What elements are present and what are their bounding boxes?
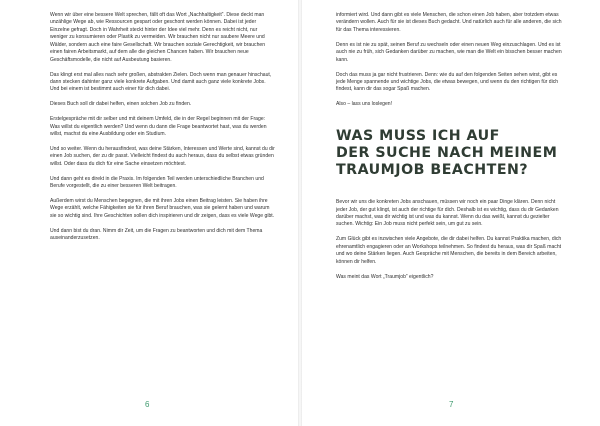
paragraph: Erstelgespräche mit dir selber und mit deinem Umfeld, die in der Regel beginnen mit der Frage: Was willst du eigentlich werden? Und wenn du dann die Frage beantwortet hast, was du werden willst, machst du eine Ausbildung oder ein Studium. [50,116,267,138]
section-heading [336,128,568,179]
right-page-body [336,12,568,288]
spacer [336,189,568,199]
paragraph: Das klingt erst mal alles nach sehr großen, abstrakten Zielen. Doch wenn man genauer hinschaut, dann stecken dahinter ganz viele konkrete Aufgaben. Und damit auch ganz viele konkrete Jobs. Und bei einem ist bestimmt auch einer für dich dabei. [50,71,272,93]
paragraph: Was meint das Wort „Traumjob“ eigentlich? [336,273,434,280]
page-number: 7 [449,400,454,409]
paragraph: Und so weiter. Wenn du herausfindest, was deine Stärken, Interessen und Werte sind, kannst du dir einen Job suchen, der zu dir passt. Vielleicht findest du auch heraus, dass du selbst etwas gründen willst. Oder dass du dich für eine Sache einsetzen möchtest. [50,145,275,167]
spacer [336,116,568,128]
paragraph: Außerdem wirst du Menschen begegnen, die mit ihren Jobs einen Beitrag leisten. Sie haben ihre Wege erzählt, welche Fähigkeiten sie für ihren Beruf brauchen, was sie gelernt haben und warum sie so wichtig sind. Ihre Geschichten sollen dich inspirieren und dir zeigen, dass es viele Wege gibt. [50,197,275,219]
paragraph: informiert wird. Und dann gibt es viele Menschen, die schon einen Job haben, aber trotzdem etwas verändern wollen. Auch für sie ist dieses Buch gedacht. Und natürlich auch für alle anderen, die sich für das Thema interessieren. [336,12,562,33]
paragraph: Bevor wir uns die konkreten Jobs anschauen, müssen wir noch ein paar Dinge klären. Denn nicht jeder Job, der gut klingt, ist auch der richtige für dich. Deshalb ist es wichtig, dass du dir Gedanken darüber machst, was dir wichtig ist und was du kannst. Wenn du das weißt, kannst du gezielter suchen. Wichtig: Ein Job muss nicht perfekt sein, um gut zu sein. [336,199,559,228]
heading-line: TRAUMJOB BEACHTEN? [336,162,529,179]
paragraph: Und dann bist du dran. Nimm dir Zeit, um die Fragen zu beantworten und dich mit dem Thema auseinanderzusetzen. [50,227,263,242]
heading-line: WAS MUSS ICH AUF [336,128,500,145]
left-page [0,0,298,426]
page-number: 6 [145,400,150,409]
paragraph: Denn es ist nie zu spät, seinen Beruf zu wechseln oder einen neuen Weg einzuschlagen. Und es ist auch nie zu früh, sich Gedanken darüber zu machen, wie man die Welt ein bisschen besser machen kann. [336,41,562,63]
right-page [302,0,600,426]
paragraph: Doch das muss ja gar nicht frustrieren. Denn: wie du auf den folgenden Seiten sehen wirst, gibt es jede Menge spannende und wichtige Jobs, die etwas bewegen, und wenn du den richtigen für dich findest, kann dir das sogar Spaß machen. [336,71,559,93]
paragraph: Dieses Buch soll dir dabei helfen, einen solchen Job zu finden. [50,101,192,108]
paragraph: Zum Glück gibt es inzwischen viele Angebote, die dir dabei helfen. Du kannst Praktika machen, dich ehrenamtlich engagieren oder an Workshops teilnehmen. So findest du heraus, was dir Spaß macht und wo deine Stärken liegen. Auch Gespräche mit Menschen, die bereits in dem Bereich arbeiten, können dir helfen. [336,236,562,265]
heading-line: DER SUCHE NACH MEINEM [336,145,558,162]
left-page-body [50,12,276,250]
paragraph: Wenn wir über eine bessere Welt sprechen, fällt oft das Wort „Nachhaltigkeit“. Diese deckt man unzählige Wege ab, wie Ressourcen gespart oder geschont werden können. Dabei ist jeder Einzelne gefragt. Doch in Wahrheit steckt hinter der Idee viel mehr. Denn es reicht nicht, nur weniger zu konsumieren oder Plastik zu vermeiden. Wir brauchen nicht nur saubere Meere und Wälder, sondern auch eine faire Gesellschaft. Wir brauchen soziale Gerechtigkeit, wir brauchen einen fairen Arbeitsmarkt, auf dem alle die gleichen Chancen haben. Wir brauchen neue Geschäftsmodelle, die nicht auf Ausbeutung basieren. [50,12,266,63]
paragraph: Also – lass uns loslegen! [336,101,393,108]
paragraph: Und dann geht es direkt in die Praxis. Im folgenden Teil werden unterschiedliche Branchen und Berufe vorgestellt, die zu einer besseren Welt beitragen. [50,175,264,190]
